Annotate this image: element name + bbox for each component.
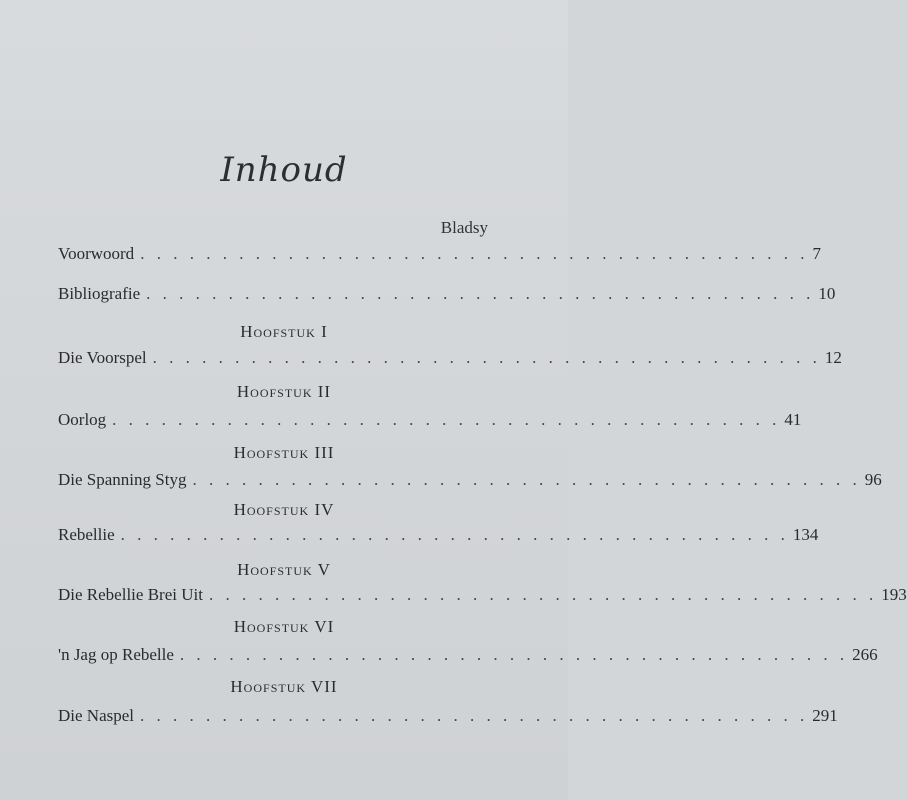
toc-entry-label: Die Rebellie Brei Uit <box>58 585 203 604</box>
chapter-numeral: I <box>321 322 328 341</box>
toc-entry-die-spanning-styg <box>58 470 882 496</box>
toc-entry-label: Rebellie <box>58 525 115 544</box>
toc-entry-page: 41 <box>784 410 802 429</box>
chapter-heading-5 <box>0 560 568 580</box>
dot-leader: . . . . . . . . . . . . . . . . . . . . . . . . . . . . . . . . . . . . . . . . . <box>208 585 878 604</box>
toc-entry-label: Oorlog <box>58 410 107 429</box>
chapter-heading-2 <box>0 382 568 402</box>
dot-leader: . . . . . . . . . . . . . . . . . . . . . . . . . . . . . . . . . . . . . . . . . <box>192 470 861 489</box>
chapter-numeral: IV <box>314 500 335 519</box>
toc-entry-die-rebellie-brei-uit <box>58 585 907 611</box>
toc-entry-voorwoord <box>58 244 821 270</box>
chapter-heading-1 <box>0 322 568 342</box>
toc-entry-page: 193 <box>881 585 907 604</box>
dot-leader: . . . . . . . . . . . . . . . . . . . . . . . . . . . . . . . . . . . . . . . . . <box>146 284 815 303</box>
chapter-word: Hoofstuk <box>233 500 310 519</box>
chapter-word: Hoofstuk <box>233 617 310 636</box>
dot-leader: . . . . . . . . . . . . . . . . . . . . . . . . . . . . . . . . . . . . . . . . . <box>112 410 781 429</box>
chapter-heading-7 <box>0 677 568 697</box>
chapter-numeral: II <box>317 382 332 401</box>
chapter-numeral: VII <box>310 677 338 696</box>
dot-leader: . . . . . . . . . . . . . . . . . . . . . . . . . . . . . . . . . . . . . . . . . <box>152 348 821 367</box>
chapter-numeral: VI <box>314 617 335 636</box>
dot-leader: . . . . . . . . . . . . . . . . . . . . . . . . . . . . . . . . . . . . . . . . . <box>179 645 849 664</box>
chapter-heading-4 <box>0 500 568 520</box>
page-title: Inhoud <box>220 150 348 190</box>
chapter-word: Hoofstuk <box>237 560 313 579</box>
toc-entry-page: 291 <box>812 706 838 725</box>
chapter-word: Hoofstuk <box>236 382 313 401</box>
toc-entry-page: 10 <box>818 284 836 303</box>
chapter-heading-3 <box>0 443 568 463</box>
toc-entry-die-voorspel <box>58 348 842 374</box>
toc-entry-label: Die Naspel <box>58 706 135 725</box>
toc-entry-label: Die Spanning Styg <box>58 470 187 489</box>
dot-leader: . . . . . . . . . . . . . . . . . . . . . . . . . . . . . . . . . . . . . . . . . <box>120 525 789 544</box>
toc-entry-label: Voorwoord <box>58 244 135 263</box>
toc-entry-label: Bibliografie <box>58 284 141 303</box>
toc-entry-label: Die Voorspel <box>58 348 147 367</box>
chapter-word: Hoofstuk <box>240 322 316 341</box>
chapter-word: Hoofstuk <box>233 443 310 462</box>
toc-entry-page: 7 <box>812 244 821 263</box>
page-column-label: Bladsy <box>440 218 488 237</box>
chapter-word: Hoofstuk <box>230 677 307 696</box>
toc-entry-rebellie <box>58 525 819 551</box>
toc-entry-label: 'n Jag op Rebelle <box>58 645 174 664</box>
chapter-heading-6 <box>0 617 568 637</box>
toc-entry-n-jag-op-rebelle <box>58 645 878 671</box>
dot-leader: . . . . . . . . . . . . . . . . . . . . . . . . . . . . . . . . . . . . . . . . . <box>140 244 809 263</box>
toc-entry-die-naspel <box>58 706 838 732</box>
toc-entry-page: 134 <box>792 525 819 544</box>
dot-leader: . . . . . . . . . . . . . . . . . . . . . . . . . . . . . . . . . . . . . . . . . <box>140 706 809 725</box>
toc-entry-page: 266 <box>852 645 878 664</box>
toc-entry-page: 96 <box>864 470 882 489</box>
chapter-numeral: III <box>314 443 335 462</box>
toc-entry-page: 12 <box>824 348 842 367</box>
toc-entry-oorlog <box>58 410 802 436</box>
toc-entry-bibliografie <box>58 284 836 310</box>
chapter-numeral: V <box>317 560 331 579</box>
